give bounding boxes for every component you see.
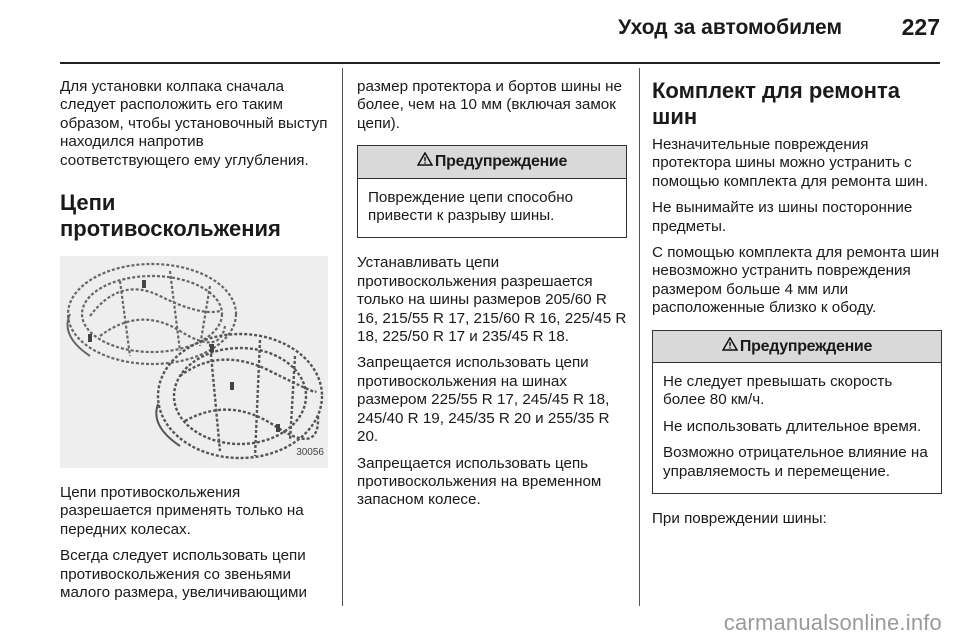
section-title: Уход за автомобилем — [618, 16, 842, 39]
column-3 — [652, 78, 942, 537]
warning-box-repair — [652, 330, 942, 494]
warning-box-chain — [357, 145, 627, 238]
tire-damage-paragraph: При повреждении шины: — [652, 510, 827, 528]
repair-kit-heading: Комплект для ремонта шин — [652, 78, 900, 129]
warning-header — [653, 331, 941, 363]
spare-wheel-paragraph: Запрещается использовать цепь противоскольжения на временном запасном колесе. — [357, 454, 602, 509]
warning-title: Предупреждение — [434, 153, 568, 171]
kit-limits-paragraph: С помощью комплекта для ремонта шин невозможно устранить повреждения размером больше 4 мм или расположенные близко к ободу. — [652, 244, 940, 317]
warning-title: Предупреждение — [739, 337, 873, 355]
allowed-sizes-paragraph: Устанавливать цепи противоскольжения разрешается только на шины размеров 205/60 R 16, 215/55 R 17, 215/60 R 16, 225/45 R 18, 225/50 R 17 и 235/45 R 18. — [357, 254, 627, 346]
warning-item: Не следует превышать скорость более 80 км/ч. — [663, 373, 893, 409]
page-header — [0, 0, 960, 64]
warning-item: Возможно отрицательное влияние на управляемость и перемещение. — [663, 444, 928, 480]
small-links-paragraph: Всегда следует использовать цепи противоскольжения со звеньями малого размера, увеличивающими — [60, 547, 307, 602]
page-number: 227 — [901, 14, 940, 40]
warning-item: Не использовать длительное время. — [663, 417, 922, 435]
column-divider-1 — [342, 68, 343, 606]
front-wheels-paragraph: Цепи противоскольжения разрешается применять только на передних колесах. — [60, 484, 304, 538]
snow-chains-illustration — [60, 256, 328, 468]
header-divider — [60, 62, 940, 64]
column-divider-2 — [639, 68, 640, 606]
foreign-objects-paragraph: Не вынимайте из шины посторонние предметы. — [652, 199, 913, 235]
warning-header — [358, 146, 626, 178]
tread-size-paragraph: размер протектора и бортов шины не более, чем на 10 мм (включая замок цепи). — [357, 78, 622, 132]
minor-damage-paragraph: Незначительные повреждения протектора шины можно устранить с помощью комплекта для ремонта шин. — [652, 136, 929, 190]
figure-number: 30056 — [296, 446, 324, 458]
snow-chains-drawing — [60, 256, 328, 468]
column-2 — [357, 78, 627, 518]
column-1 — [60, 78, 332, 610]
warning-triangle-icon — [722, 337, 738, 356]
watermark: carmanualsonline.info — [723, 610, 942, 635]
forbidden-sizes-paragraph: Запрещается использовать цепи противоскольжения на шинах размером 225/55 R 17, 245/45 R 18, 245/40 R 19, 245/35 R 20 и 255/35 R 20. — [357, 354, 610, 446]
intro-paragraph: Для установки колпака сначала следует расположить его таким образом, чтобы установочный выступ находился напротив соответствующего ему углубления. — [60, 78, 328, 169]
warning-triangle-icon — [417, 152, 433, 171]
warning-text: Повреждение цепи способно привести к разрыву шины. — [368, 188, 574, 225]
snow-chains-heading: Цепи противоскольжения — [60, 190, 281, 242]
